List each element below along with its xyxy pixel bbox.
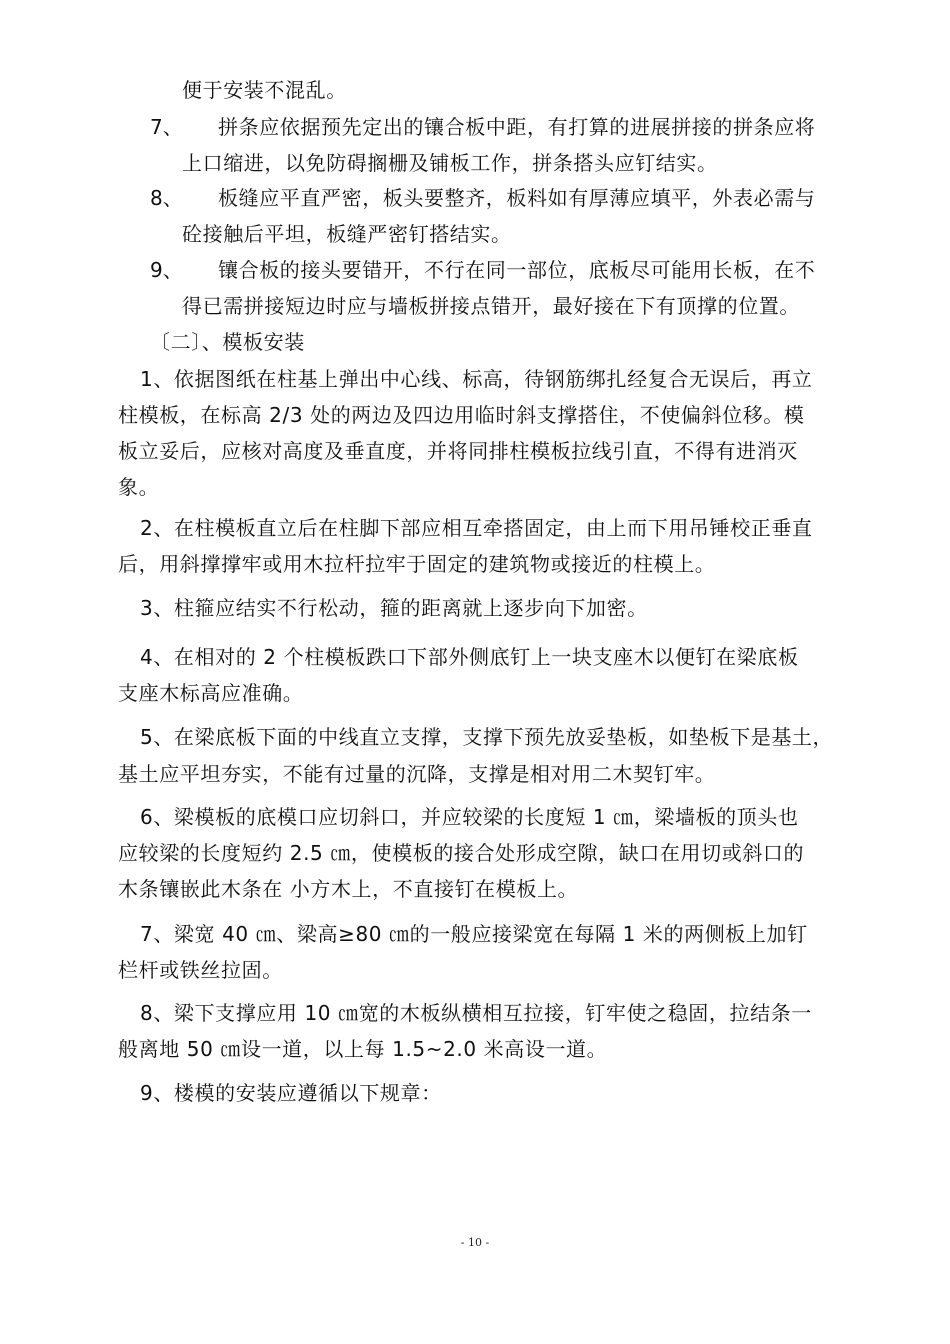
paragraph-line: 木条镶嵌此木条在 小方木上，不直接钉在模板上。 bbox=[118, 877, 579, 901]
paragraph-line: 基土应平坦夯实，不能有过量的沉降，支撑是相对用二木契钉牢。 bbox=[118, 762, 716, 786]
paragraph-line: 象。 bbox=[118, 475, 160, 499]
page-number: - 10 - bbox=[460, 1236, 490, 1249]
paragraph-line: 6、梁模板的底模口应切斜口，并应较梁的长度短 1 ㎝，梁墙板的顶头也 bbox=[140, 805, 799, 829]
paragraph-line: 7、梁宽 40 ㎝、梁高≥80 ㎝的一般应接梁宽在每隔 1 米的两侧板上加钉 bbox=[140, 922, 808, 946]
text-line: 砼接触后平坦，板缝严密钉搭结实。 bbox=[182, 222, 512, 246]
paragraph-line: 5、在梁底板下面的中线直立支撑，支撑下预先放妥垫板，如垫板下是基土， bbox=[140, 725, 834, 749]
paragraph-line: 般离地 50 ㎝设一道，以上每 1.5~2.0 米高设一道。 bbox=[118, 1037, 608, 1061]
text-line: 板缝应平直严密，板头要整齐，板料如有厚薄应填平，外表必需与 bbox=[218, 186, 816, 210]
paragraph-line: 栏杆或铁丝拉固。 bbox=[118, 958, 283, 982]
list-number: 8、 bbox=[150, 186, 183, 210]
paragraph-line: 1、依据图纸在柱基上弹出中心线、标高，待钢筋绑扎经复合无误后，再立 bbox=[140, 367, 813, 391]
paragraph-line: 后，用斜撑撑牢或用木拉杆拉牢于固定的建筑物或接近的柱模上。 bbox=[118, 552, 716, 576]
paragraph-line: 板立妥后，应核对高度及垂直度，并将同排柱模板拉线引直，不得有进消灭 bbox=[118, 439, 798, 463]
paragraph-line: 9、楼模的安装应遵循以下规章： bbox=[140, 1081, 442, 1105]
text-line: 得已需拼接短边时应与墙板拼接点错开，最好接在下有顶撑的位置。 bbox=[182, 294, 800, 318]
paragraph-line: 应较梁的长度短约 2.5 ㎝，使模板的接合处形成空隙，缺口在用切或斜口的 bbox=[118, 841, 805, 865]
list-number: 7、 bbox=[150, 115, 183, 139]
paragraph-line: 支座木标高应准确。 bbox=[118, 681, 304, 705]
text-line: 镶合板的接头要错开，不行在同一部位，底板尽可能用长板，在不 bbox=[218, 258, 816, 282]
paragraph-line: 3、柱箍应结实不行松动，箍的距离就上逐步向下加密。 bbox=[140, 596, 648, 620]
paragraph-line: 8、梁下支撑应用 10 ㎝宽的木板纵横相互拉接，钉牢使之稳固，拉结条一 bbox=[140, 1001, 812, 1025]
paragraph-line: 柱模板，在标高 2/3 处的两边及四边用临时斜支撑搭住，不使偏斜位移。模 bbox=[118, 403, 805, 427]
text-line: 上口缩进，以免防碍搁栅及铺板工作，拼条搭头应钉结实。 bbox=[182, 151, 718, 175]
paragraph-line: 2、在柱模板直立后在柱脚下部应相互牵搭固定，由上而下用吊锤校正垂直 bbox=[140, 516, 813, 540]
paragraph-line: 4、在相对的 2 个柱模板跌口下部外侧底钉上一块支座木以便钉在梁底板 bbox=[140, 645, 799, 669]
list-number: 9、 bbox=[150, 258, 183, 282]
text-line: 便于安装不混乱。 bbox=[182, 78, 347, 102]
text-line: 拼条应依据预先定出的镶合板中距，有打算的进展拼接的拼条应将 bbox=[218, 115, 816, 139]
section-heading: 〔二〕、模板安装 bbox=[150, 330, 305, 354]
